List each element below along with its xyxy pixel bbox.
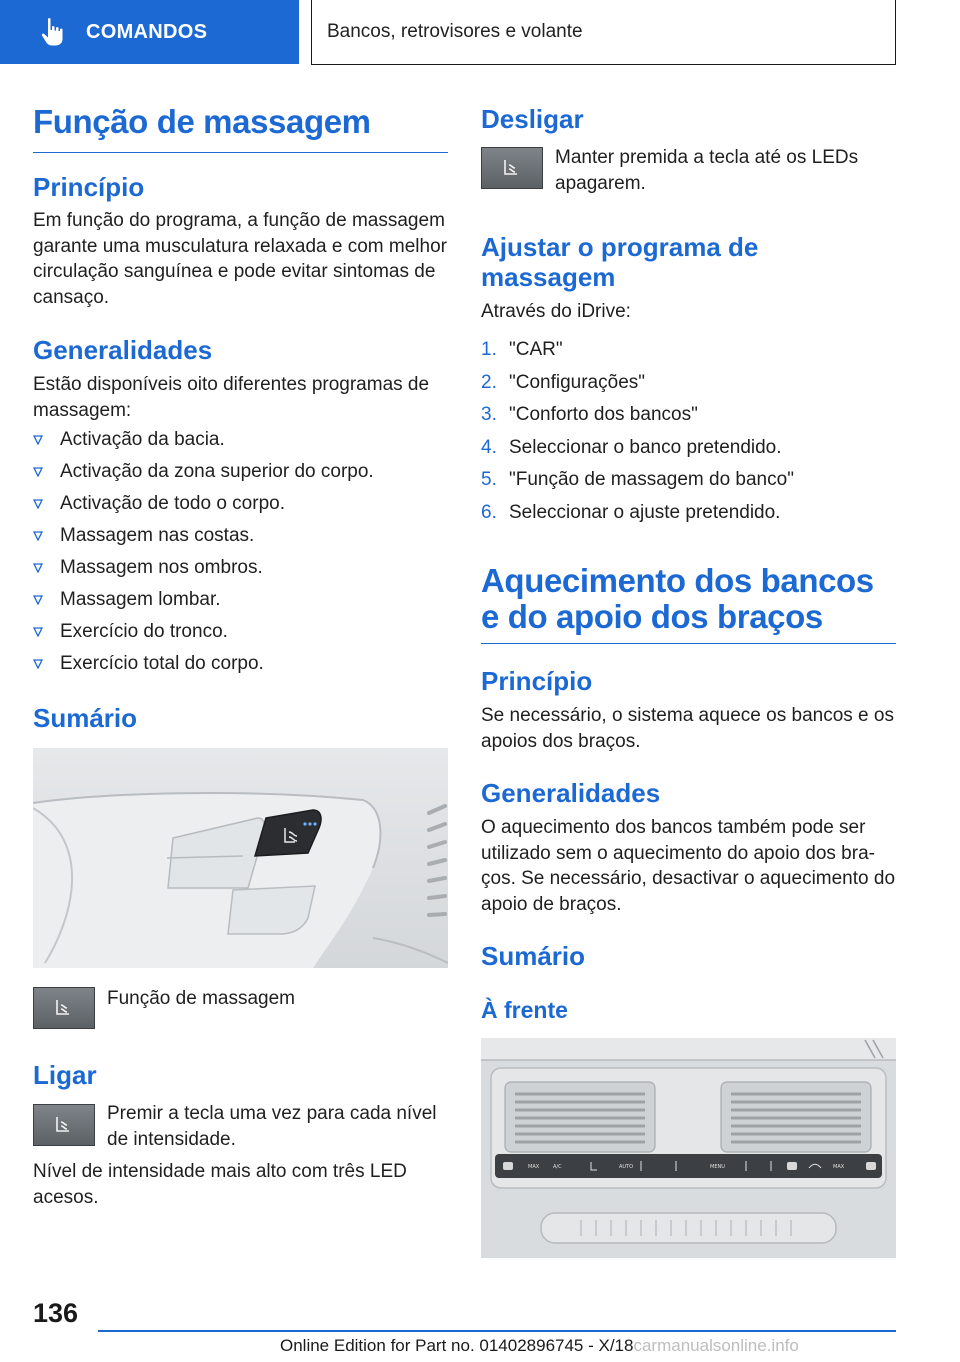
list-item: Massagem nas costas. [33, 520, 374, 552]
watermark-text: carmanualsonline.info [633, 1336, 799, 1355]
svg-text:MAX: MAX [833, 1164, 845, 1170]
list-item: Exercício do tronco. [33, 616, 374, 648]
list-item: 6. Seleccionar o ajuste pretendido. [481, 501, 781, 523]
footer-rule [98, 1330, 896, 1332]
ligar-text: Premir a tecla uma vez para cada nível de intensidade. [107, 1103, 437, 1150]
svg-text:MENU: MENU [710, 1164, 725, 1170]
massage-button-image-off [481, 147, 543, 189]
door-panel-massage-button-photo [33, 748, 448, 968]
triangle-bullet-icon [33, 563, 43, 573]
footer-edition [280, 1336, 799, 1356]
heading-ligar: Ligar [33, 1060, 97, 1090]
seat-massage-icon [53, 997, 75, 1019]
heading-sumario: Sumário [33, 703, 138, 733]
triangle-bullet-icon [33, 595, 43, 605]
climate-console-photo [481, 1038, 896, 1258]
list-item: Activação da bacia. [33, 424, 374, 456]
list-item: Massagem lombar. [33, 584, 374, 616]
heading-desligar: Desligar [481, 104, 584, 134]
heading-principio: Princípio [33, 172, 145, 202]
seat-massage-icon [501, 157, 523, 179]
page-number: 136 [33, 1298, 79, 1328]
triangle-bullet-icon [33, 499, 43, 509]
ajustar-intro: Através do iDrive: [481, 301, 631, 322]
svg-text:A/C: A/C [553, 1164, 562, 1170]
heading-sumario-aquec: Sumário [481, 941, 586, 971]
idrive-steps-list [481, 334, 794, 529]
desligar-text: Manter premida a tecla até os LEDs apagarem. [555, 147, 859, 194]
list-item: Exercício total do corpo. [33, 648, 374, 680]
hand-pointer-icon [40, 17, 66, 47]
list-item: 5. "Função de massagem do banco" [481, 469, 794, 491]
edition-text: Online Edition for Part no. 01402896745 - X/18 [280, 1336, 634, 1355]
list-item: Activação de todo o corpo. [33, 488, 374, 520]
heading-ajustar-programa: Ajustar o programa de massagem [481, 232, 759, 292]
triangle-bullet-icon [33, 435, 43, 445]
heading-generalidades: Generalidades [33, 335, 213, 365]
list-item: 4. Seleccionar o banco pretendido. [481, 436, 782, 458]
seat-massage-icon [53, 1114, 75, 1136]
triangle-bullet-icon [33, 659, 43, 669]
heading-principio-aquec: Princípio [481, 666, 593, 696]
title-aquecimento: Aquecimento dos bancos e do apoio dos braços [481, 563, 896, 644]
list-item: 2. "Configurações" [481, 371, 646, 393]
triangle-bullet-icon [33, 467, 43, 477]
list-item: 3. "Conforto dos bancos" [481, 404, 698, 426]
massage-button-caption: Função de massagem [107, 988, 295, 1009]
triangle-bullet-icon [33, 627, 43, 637]
list-item: Activação da zona superior do corpo. [33, 456, 374, 488]
section-tab-label: COMANDOS [86, 20, 208, 43]
ligar-note: Nível de intensidade mais alto com três LED acesos. [33, 1161, 407, 1208]
breadcrumb [311, 0, 896, 65]
generalidades-aquec-text: O aquecimento dos bancos também pode ser utilizado sem o aquecimento do apoio dos braços. Se necessário, desactivar o aquecimento do apoio de braços. [481, 817, 896, 915]
massage-button-image-on [33, 1104, 95, 1146]
principio-text: Em função do programa, a função de massagem garante uma musculatura relaxada e com melhor circulação sanguínea e pode evitar sintomas de cansaço. [33, 210, 447, 308]
program-list [33, 424, 374, 680]
heading-a-frente: À frente [481, 997, 568, 1023]
massage-button-image [33, 987, 95, 1029]
list-item: 1. "CAR" [481, 339, 563, 361]
generalidades-text: Estão disponíveis oito diferentes programas de massagem: [33, 374, 430, 421]
triangle-bullet-icon [33, 531, 43, 541]
svg-text:AUTO: AUTO [619, 1164, 634, 1170]
title-funcao-massagem: Função de massagem [33, 104, 448, 153]
heading-generalidades-aquec: Generalidades [481, 778, 661, 808]
principio-aquec-text: Se necessário, o sistema aquece os bancos e os apoios dos braços. [481, 705, 894, 752]
svg-text:MAX: MAX [528, 1164, 540, 1170]
breadcrumb-text: Bancos, retrovisores e volante [327, 21, 583, 42]
section-tab-comandos[interactable] [0, 0, 299, 64]
list-item: Massagem nos ombros. [33, 552, 374, 584]
